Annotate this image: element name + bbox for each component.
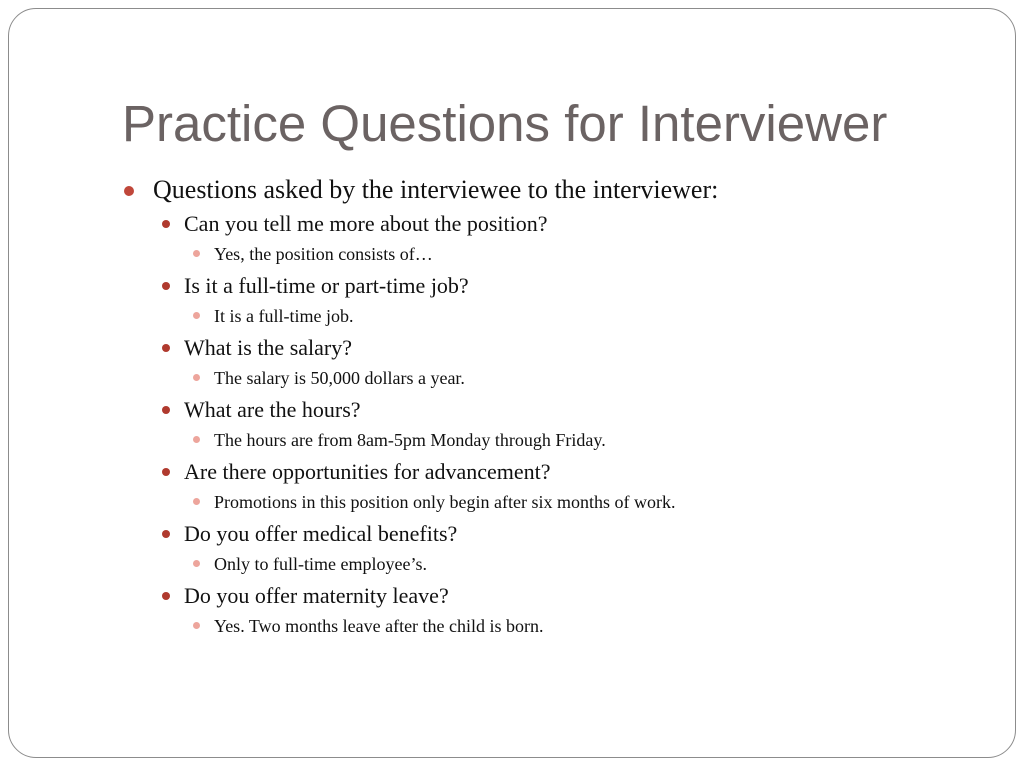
bullet-dot-icon: [162, 592, 170, 600]
question-text: Are there opportunities for advancement?: [184, 459, 551, 484]
bullet-dot-icon: [162, 344, 170, 352]
intro-item: [122, 173, 718, 207]
question-text: Is it a full-time or part-time job?: [184, 273, 469, 298]
question-item: [122, 333, 718, 363]
answer-text: It is a full-time job.: [214, 306, 354, 326]
answer-item: [122, 304, 718, 328]
bullet-dot-icon: [193, 250, 200, 257]
answer-text: Only to full-time employee’s.: [214, 554, 427, 574]
bullet-dot-icon: [162, 468, 170, 476]
answer-item: [122, 614, 718, 638]
question-text: What is the salary?: [184, 335, 352, 360]
question-text: Do you offer maternity leave?: [184, 583, 449, 608]
bullet-dot-icon: [193, 436, 200, 443]
answer-text: Promotions in this position only begin after six months of work.: [214, 492, 676, 512]
question-text: Can you tell me more about the position?: [184, 211, 548, 236]
answer-text: The hours are from 8am-5pm Monday through Friday.: [214, 430, 606, 450]
intro-text: Questions asked by the interviewee to the interviewer:: [153, 175, 719, 204]
answer-text: The salary is 50,000 dollars a year.: [214, 368, 465, 388]
question-item: [122, 519, 718, 549]
bullet-dot-icon: [162, 406, 170, 414]
slide-title: Practice Questions for Interviewer: [122, 95, 888, 152]
answer-item: [122, 366, 718, 390]
question-text: What are the hours?: [184, 397, 361, 422]
slide-frame: [8, 8, 1016, 758]
bullet-dot-icon: [124, 186, 134, 196]
question-item: [122, 395, 718, 425]
answer-item: [122, 552, 718, 576]
question-item: [122, 271, 718, 301]
bullet-dot-icon: [193, 560, 200, 567]
bullet-dot-icon: [162, 220, 170, 228]
question-item: [122, 457, 718, 487]
answer-text: Yes. Two months leave after the child is born.: [214, 616, 544, 636]
question-item: [122, 209, 718, 239]
bullet-dot-icon: [162, 282, 170, 290]
bullet-dot-icon: [162, 530, 170, 538]
bullet-dot-icon: [193, 312, 200, 319]
answer-item: [122, 428, 718, 452]
answer-item: [122, 490, 718, 514]
question-text: Do you offer medical benefits?: [184, 521, 458, 546]
bullet-dot-icon: [193, 374, 200, 381]
bullet-dot-icon: [193, 498, 200, 505]
answer-text: Yes, the position consists of…: [214, 244, 433, 264]
bullet-dot-icon: [193, 622, 200, 629]
answer-item: [122, 242, 718, 266]
question-item: [122, 581, 718, 611]
bullet-list: [122, 173, 718, 643]
